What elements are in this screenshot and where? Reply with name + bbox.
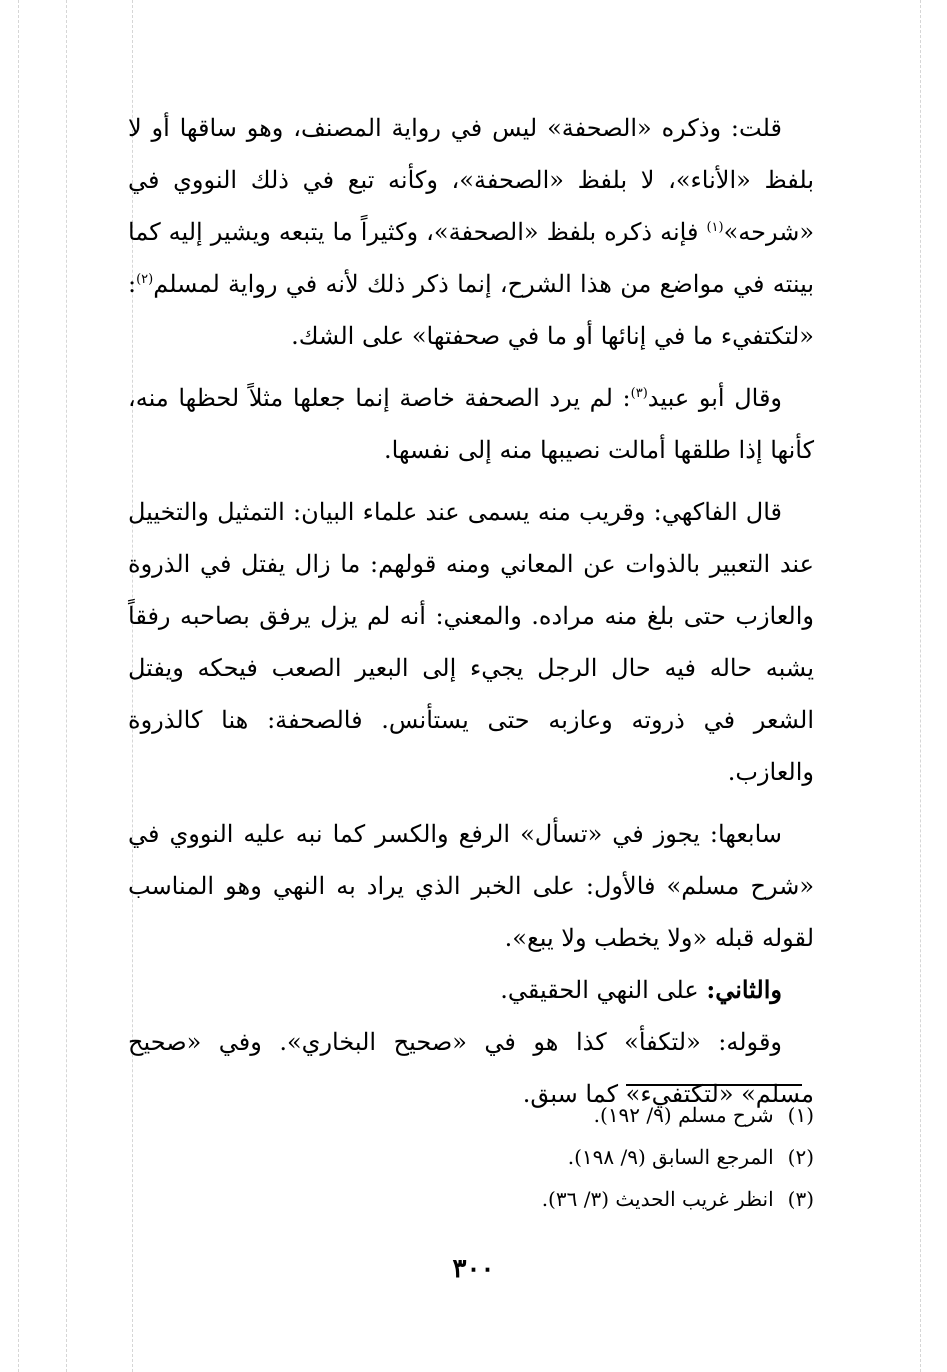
paragraph-5-text: على النهي الحقيقي. <box>500 976 707 1004</box>
footnote-divider <box>626 1084 802 1086</box>
paragraph-4: سابعها: يجوز في «تسأل» الرفع والكسر كما نبه عليه النووي في «شرح مسلم» فالأول: على الخبر الذي يراد به النهي وهو المناسب لقوله قبله «ولا يخطب ولا يبع». <box>128 820 814 952</box>
paragraph-6: وقوله: «لتكفأ» كذا هو في «صحيح البخاري». وفي «صحيح مسلم» «لتكتفيء» كما سبق. <box>128 1028 814 1108</box>
footnote-3 <box>360 1178 814 1220</box>
footnotes <box>360 1094 814 1220</box>
paragraph-1 <box>128 102 814 362</box>
footnote-number: (٢) <box>787 1145 814 1169</box>
footnote-text: انظر غريب الحديث (٣/ ٣٦). <box>541 1187 774 1211</box>
footnote-number: (١) <box>787 1103 814 1127</box>
footnote-ref-3: (٣) <box>630 386 648 401</box>
paragraph-5 <box>128 964 814 1016</box>
footnote-ref-1: (١) <box>706 220 724 235</box>
scan-guide-line <box>18 0 19 1372</box>
paragraph-2-text-cont: : لم يرد الصحفة خاصة إنما جعلها مثلاً لحظها منه، كأنها إذا طلقها أمالت نصيبها منه إلى نفسها. <box>128 384 814 464</box>
page-number: ٣٠٠ <box>452 1254 495 1284</box>
scan-guide-line <box>66 0 67 1372</box>
footnote-text: شرح مسلم (٩/ ١٩٢). <box>593 1103 774 1127</box>
paragraph-2 <box>128 372 814 476</box>
paragraph-1-text-cont: فإنه ذكره بلفظ «الصحفة»، وكثيراً ما يتبعه ويشير إليه كما بينته في مواضع من هذا الشرح، إنما ذكر ذلك لأنه في رواية لمسلم <box>128 218 814 298</box>
paragraph-3: قال الفاكهي: وقريب منه يسمى عند علماء البيان: التمثيل والتخييل عند التعبير بالذوات عن المعاني ومنه قولهم: ما زال يفتل في الذروة والعازب حتى بلغ منه مراده. والمعني: أنه لم يزل يرفق بصاحبه رفقاً يشبه حاله فيه حال الرجل يجيء إلى البعير الصعب فيحكه ويفتل الشعر في ذروته وعازبه حتى يستأنس. فالصحفة: هنا كالذروة والعازب. <box>128 498 814 786</box>
paragraph-1-text: قلت: وذكره «الصحفة» ليس في رواية المصنف، وهو ساقها أو لا بلفظ «الأناء»، لا بلفظ «الصحفة»، وكأنه تبع في ذلك النووي في «شرحه» <box>128 114 814 246</box>
scan-guide-line <box>920 0 921 1372</box>
paragraph-1-text-end: : «لتكتفيء ما في إنائها أو ما في صحفتها» على الشك. <box>128 270 814 350</box>
footnote-text: المرجع السابق (٩/ ١٩٨). <box>567 1145 774 1169</box>
main-text <box>128 102 814 1130</box>
footnote-2 <box>360 1136 814 1178</box>
paragraph-5-label: والثاني: <box>706 975 782 1004</box>
footnote-number: (٣) <box>787 1187 814 1211</box>
paragraph-2-text: وقال أبو عبيد <box>647 384 783 412</box>
footnote-1 <box>360 1094 814 1136</box>
footnote-ref-2: (٢) <box>136 272 154 287</box>
